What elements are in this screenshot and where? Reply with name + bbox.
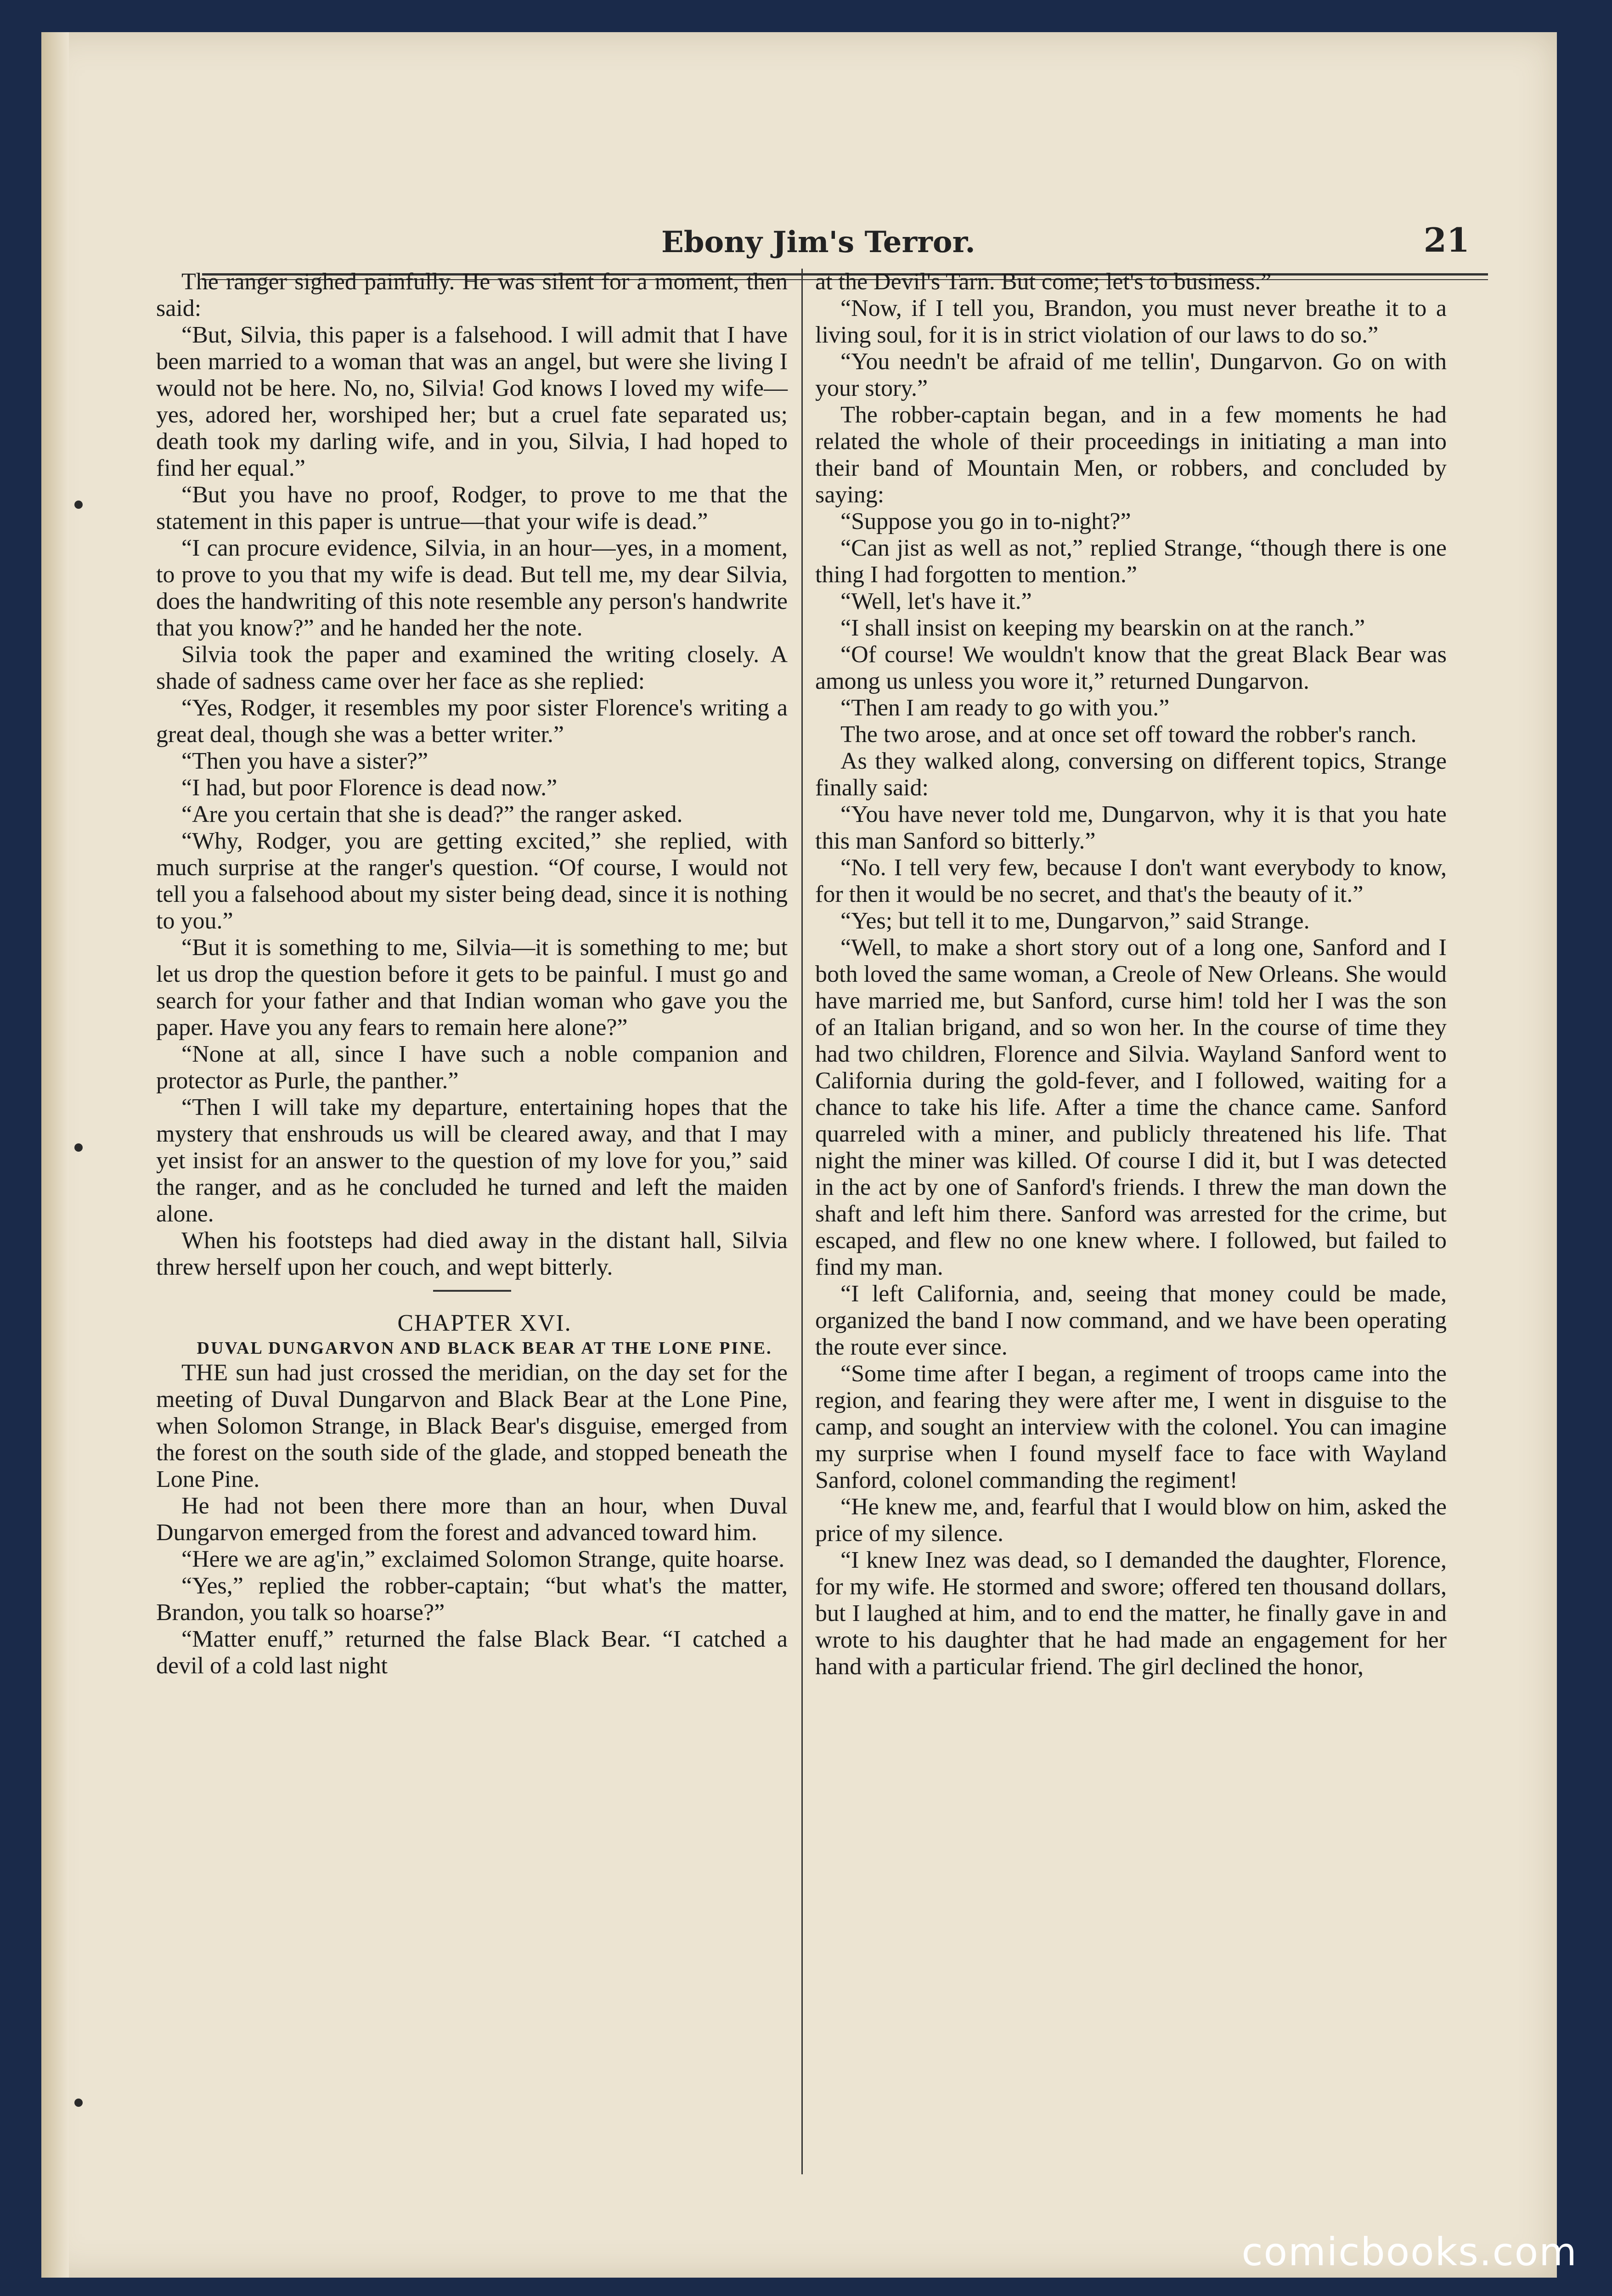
paragraph: “No. I tell very few, because I don't want everybody to know, for then it would be no secret, and that's the beauty of it.” (815, 855, 1447, 907)
paragraph: “Then you have a sister?” (181, 748, 428, 774)
page-header (202, 216, 1488, 266)
paragraph: “Matter enuff,” returned the false Black Bear. “I catched a devil of a cold last night (156, 1626, 788, 1679)
chapter-heading: CHAPTER XVI. (397, 1310, 572, 1336)
binding-hole (74, 1143, 83, 1152)
paragraph: “Are you certain that she is dead?” the ranger asked. (181, 801, 683, 827)
paragraph: “Then I am ready to go with you.” (840, 695, 1170, 721)
paragraph: “Yes; but tell it to me, Dungarvon,” said Strange. (840, 908, 1310, 934)
paragraph: “Can jist as well as not,” replied Strange, “though there is one thing I had forgotten to mention.” (815, 535, 1447, 588)
binding-hole (74, 501, 83, 509)
paragraph: “Then I will take my departure, entertaining hopes that the mystery that enshrouds us will be cleared away, and that I may yet insist for an answer to the question of my love for you,” said the ranger, and as he concluded he turned and left the maiden alone. (156, 1094, 788, 1227)
paragraph: “Now, if I tell you, Brandon, you must never breathe it to a living soul, for it is in strict violation of our laws to do so.” (815, 295, 1447, 348)
paragraph: “I shall insist on keeping my bearskin on at the ranch.” (840, 615, 1365, 641)
paragraph: Silvia took the paper and examined the writing closely. A shade of sadness came over her face as she replied: (156, 642, 788, 694)
paragraph: The robber-captain began, and in a few moments he had related the whole of their proceedings in initiating a man into their band of Mountain Men, or robbers, and concluded by saying: (815, 402, 1447, 508)
paragraph: “You needn't be afraid of me tellin', Dungarvon. Go on with your story.” (815, 349, 1447, 401)
paragraph: “I can procure evidence, Silvia, in an hour—yes, in a moment, to prove to you that my wife is dead. But tell me, my dear Silvia, does the handwriting of this note resemble any person's handwrite that you know?” and he handed her the note. (156, 535, 788, 641)
paragraph: “But it is something to me, Silvia—it is something to me; but let us drop the question before it gets to be painful. I must go and search for your father and that Indian woman who gave you the paper. Have you any fears to remain here alone?” (156, 934, 788, 1041)
paragraph: As they walked along, conversing on different topics, Strange finally said: (815, 748, 1447, 801)
page-binding-edge (41, 32, 69, 2278)
binding-hole (74, 2099, 83, 2107)
paragraph: “Some time after I began, a regiment of troops came into the region, and fearing they were after me, I went in disguise to the camp, and sought an interview with the colonel. You can imagine my surprise when I found myself face to face with Wayland Sanford, colonel commanding the regiment! (815, 1361, 1447, 1493)
paragraph: The ranger sighed painfully. He was silent for a moment, then said: (156, 269, 788, 321)
paragraph: “Of course! We wouldn't know that the great Black Bear was among us unless you wore it,” returned Dungarvon. (815, 642, 1447, 694)
column-divider (801, 269, 803, 2174)
paragraph: “He knew me, and, fearful that I would blow on him, asked the price of my silence. (815, 1494, 1447, 1547)
paragraph: The two arose, and at once set off toward the robber's ranch. (840, 721, 1417, 748)
paragraph: “But you have no proof, Rodger, to prove to me that the statement in this paper is untrue—that your wife is dead.” (156, 482, 788, 535)
paragraph: He had not been there more than an hour, when Duval Dungarvon emerged from the forest and advanced toward him. (156, 1493, 788, 1546)
paragraph: “Why, Rodger, you are getting excited,” she replied, with much surprise at the ranger's question. “Of course, I would not tell you a falsehood about my sister being dead, since it is nothing to you.” (156, 828, 788, 934)
paragraph: “Well, to make a short story out of a long one, Sanford and I both loved the same woman, a Creole of New Orleans. She would have married me, but Sanford, curse him! told her I was the son of an Italian brigand, and so won her. In the course of time they had two children, Florence and Silvia. Wayland Sanford went to California during the gold-fever, and I followed, waiting for a chance to take his life. After a time the chance came. Sanford quarreled with a miner, and publicly threatened his life. That night the miner was killed. Of course I did it, but I was detected in the act by one of Sanford's friends. I threw the man down the shaft and left him there. Sanford was arrested for the crime, but escaped, and flew no one knew where. I followed, but failed to find my man. (815, 934, 1447, 1280)
left-column (156, 269, 788, 1679)
paragraph: THE sun had just crossed the meridian, on the day set for the meeting of Duval Dungarvon and Black Bear at the Lone Pine, when Solomon Strange, in Black Bear's disguise, emerged from the forest on the south side of the glade, and stopped beneath the Lone Pine. (156, 1360, 788, 1492)
paragraph: “You have never told me, Dungarvon, why it is that you hate this man Sanford so bitterly.” (815, 801, 1447, 854)
watermark-link[interactable]: comicbooks.com (1241, 2229, 1578, 2274)
chapter-divider (433, 1290, 511, 1292)
paragraph: “None at all, since I have such a noble companion and protector as Purle, the panther.” (156, 1041, 788, 1094)
paragraph: “I had, but poor Florence is dead now.” (181, 775, 558, 801)
paragraph: When his footsteps had died away in the distant hall, Silvia threw herself upon her couch, and wept bitterly. (156, 1227, 788, 1280)
paragraph: “Yes, Rodger, it resembles my poor sister Florence's writing a great deal, though she was a better writer.” (156, 695, 788, 748)
page-number: 21 (1423, 220, 1470, 259)
paragraph: “Yes,” replied the robber-captain; “but what's the matter, Brandon, you talk so hoarse?” (156, 1573, 788, 1626)
right-column (815, 269, 1447, 1680)
paragraph: “But, Silvia, this paper is a falsehood. I will admit that I have been married to a woman that was an angel, but were she living I would not be here. No, no, Silvia! God knows I loved my wife—yes, adored her, worshiped her; but a cruel fate separated us; death took my darling wife, and in you, Silvia, I had hoped to find her equal.” (156, 322, 788, 481)
paragraph: “Well, let's have it.” (840, 588, 1032, 614)
paragraph: “I left California, and, seeing that money could be made, organized the band I now command, and we have been operating the route ever since. (815, 1281, 1447, 1360)
paragraph: at the Devil's Tarn. But come; let's to business.” (815, 269, 1272, 295)
paragraph: “Suppose you go in to-night?” (840, 508, 1131, 535)
paragraph: “I knew Inez was dead, so I demanded the daughter, Florence, for my wife. He stormed and swore; offered ten thousand dollars, but I laughed at him, and to end the matter, he finally gave in and wrote to his daughter that he had made an engagement for her hand with a particular friend. The girl declined the honor, (815, 1547, 1447, 1680)
paragraph: “Here we are ag'in,” exclaimed Solomon Strange, quite hoarse. (181, 1546, 785, 1572)
chapter-subtitle: DUVAL DUNGARVON AND BLACK BEAR AT THE LONE PINE. (197, 1339, 772, 1358)
running-title: Ebony Jim's Terror. (661, 225, 975, 259)
